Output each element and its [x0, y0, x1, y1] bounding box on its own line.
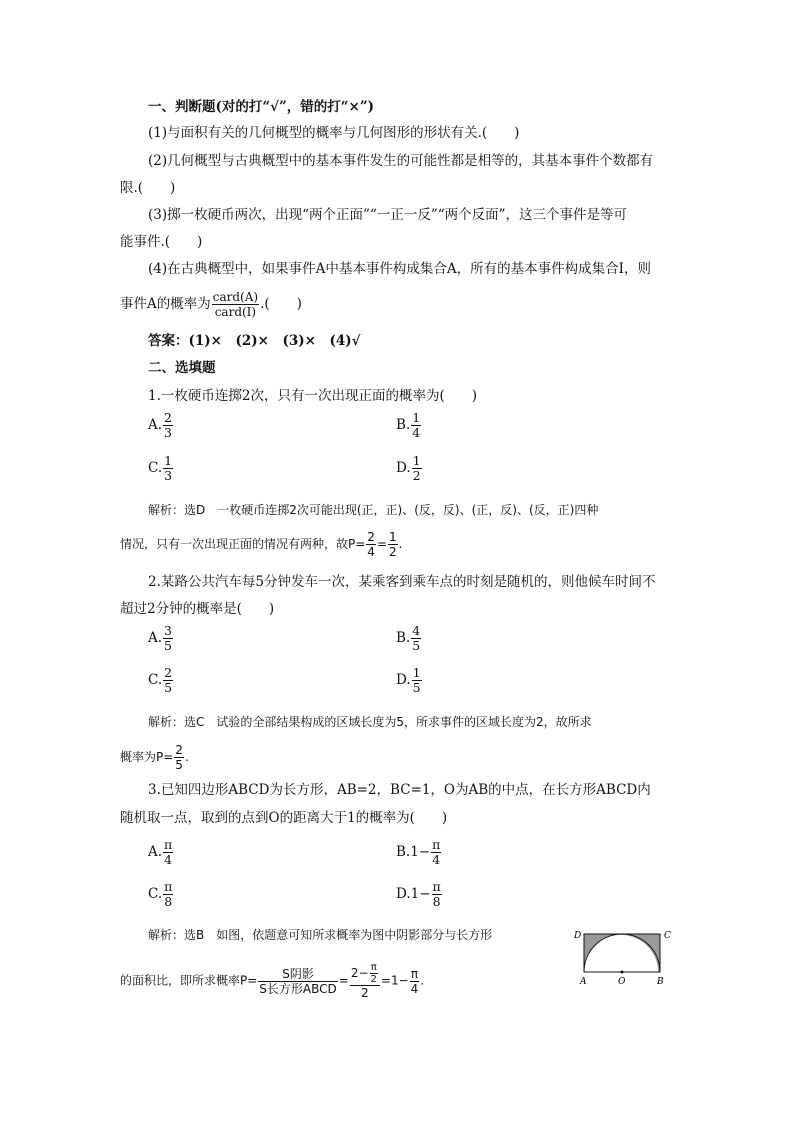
p1-explanation-line2: 情况，只有一次出现正面的情况有两种，故P= $\frac{2}{4}$ = $\frac{1}{2}$ .	[120, 530, 403, 559]
p3-option-c: C. $\frac{\pi}{8}$	[148, 879, 173, 909]
p2-stem-line1: 2.某路公共汽车每5分钟发车一次，某乘客到乘车点的时刻是随机的，则他候车时间不	[148, 574, 656, 590]
judge-q4-line2	[120, 290, 302, 319]
p3-stem-line1: 3.已知四边形ABCD为长方形，AB=2，BC=1，O为AB的中点，在长方形ABCD内	[148, 782, 651, 798]
section2-heading: 二、选填题	[148, 360, 216, 376]
p3-option-b: B.1− $\frac{\pi}{4}$	[396, 837, 441, 867]
judge-q1: (1)与面积有关的几何概型的概率与几何图形的形状有关.( )	[148, 125, 520, 141]
label-a: A	[580, 977, 587, 987]
p3-stem-line2: 随机取一点，取到的点到O的距离大于1的概率为( )	[120, 810, 448, 826]
label-d: D	[574, 931, 582, 941]
point-o	[621, 971, 624, 974]
p3-explanation-line2: 的面积比，即所求概率P= $\frac{\text{S阴影}}{\text{S长方形ABCD}}$ = 2− $\frac{\pi}{2}$ 2 =1− $\frac{\pi}{4}$ .	[120, 962, 425, 1000]
judge-q3-line1: (3)掷一枚硬币两次，出现“两个正面”“一正一反”“两个反面”，这三个事件是等可	[148, 207, 628, 223]
p1-option-b: B. $\frac{1}{4}$	[396, 410, 421, 440]
p1-explanation-line1: 解析：选D 一枚硬币连掷2次可能出现(正，正)、(反，反)、(正，反)、(反，正)四种	[148, 503, 599, 517]
p1-option-d: D. $\frac{1}{2}$	[396, 453, 421, 483]
p2-explanation-line2: 概率为P= $\frac{2}{5}$ .	[120, 743, 189, 772]
p1-option-a: A. $\frac{2}{3}$	[148, 410, 172, 440]
section1-answer: 答案：(1)× (2)× (3)× (4)√	[148, 333, 361, 349]
p2-option-d: D. $\frac{1}{5}$	[396, 665, 421, 695]
judge-q4-line1: (4)在古典概型中，如果事件A中基本事件构成集合A，所有的基本事件构成集合I，则	[148, 261, 651, 277]
q4-frac-den: card(I)	[214, 305, 257, 319]
p2-stem-line2: 超过2分钟的概率是( )	[120, 601, 275, 617]
p3-option-a: A. $\frac{\pi}{4}$	[148, 837, 173, 867]
p2-option-b: B. $\frac{4}{5}$	[396, 623, 421, 653]
q4-prefix: 事件A的概率为	[120, 296, 211, 312]
p3-explanation-line1: 解析：选B 如图，依题意可知所求概率为图中阴影部分与长方形	[148, 928, 493, 942]
judge-q2-line1: (2)几何概型与古典概型中的基本事件发生的可能性都是相等的，其基本事件个数都有	[148, 153, 654, 169]
q4-suffix: .( )	[260, 296, 302, 312]
p2-option-a: A. $\frac{3}{5}$	[148, 623, 172, 653]
judge-q2-line2: 限.( )	[120, 180, 176, 196]
label-b: B	[657, 977, 664, 987]
p2-explanation-line1: 解析：选C 试验的全部结果构成的区域长度为5，所求事件的区域长度为2，故所求	[148, 715, 592, 729]
section1-heading: 一、判断题(对的打“√”，错的打“×”)	[148, 99, 375, 115]
label-o: O	[618, 977, 626, 987]
judge-q3-line2: 能事件.( )	[120, 234, 203, 250]
q4-frac-num: card(A)	[212, 290, 259, 304]
label-c: C	[664, 931, 671, 941]
p2-option-c: C. $\frac{2}{5}$	[148, 665, 173, 695]
p1-option-c: C. $\frac{1}{3}$	[148, 453, 173, 483]
p3-option-d: D.1− $\frac{\pi}{8}$	[396, 879, 441, 909]
rectangle-semicircle-figure	[572, 928, 682, 994]
p1-stem: 1.一枚硬币连掷2次，只有一次出现正面的概率为( )	[148, 388, 478, 404]
q4-fraction	[212, 290, 259, 319]
